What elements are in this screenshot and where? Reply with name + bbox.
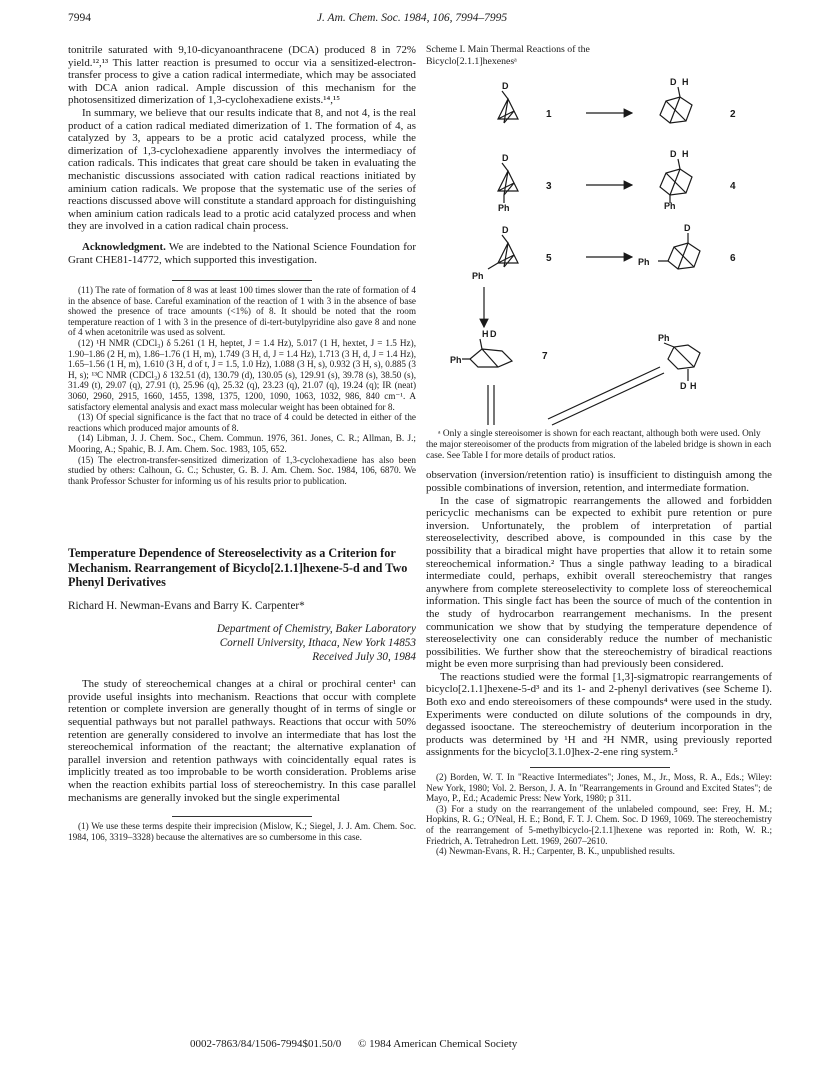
label-ph: Ph (450, 355, 462, 365)
footnotes-block (68, 821, 416, 842)
label-ph: Ph (638, 257, 650, 267)
label-h: H (690, 381, 697, 391)
body-paragraph: In the case of sigmatropic rearrangements the allowed and forbidden pericyclic mechanisms can be expected to exhibit pure retention or pure inversion. Unfortunately, the problem of interpretation of partial stereoselectivity, described above, is compounded in this case by the possibility that a biradical might have properties that allow it to retain some stereochemical information.² Thus a single pathway leading to a biradical intermediate could, perhaps, exhibit overall stereochemistry that ranges anywhere from complete stereoselectivity to complete loss of stereochemical information. This single fact has been the source of much of the contention in the study of hydrocarbon rearrangement mechanisms. In the present communication we show that by studying the temperature dependence of stereoselectivity one can considerably reduce the number of mechanistic possibilities. We further show that the stereochemistry of biradical reactions might be even more surprising than had previously been considered. (426, 494, 772, 671)
page-footer (190, 1038, 531, 1050)
compound-number: 5 (546, 253, 552, 264)
footnote: (12) ¹H NMR (CDCl₃) δ 5.261 (1 H, heptet, J = 1.4 Hz), 5.017 (1 H, hextet, J = 1.5 Hz), 1.90–1.86 (2 H, m), 1.86–1.76 (1 H, m), 1.749 (3 H, d, J = 1.4 Hz), 1.713 (3 H, d, J = 1.4 Hz), 1.65–1.56 (1 H, m), 1.610 (3 H, d of t, J = 1.5, 1.0 Hz), 1.088 (3 H, s), 0.932 (3 H, s), 0.885 (3 H, s); ¹³C NMR (CDCl₃) δ 132.51 (d), 130.79 (d), 130.05 (s), 129.91 (s), 39.78 (s), 38.50 (s), 31.49 (t), 29.07 (q), 27.91 (t), 25.96 (q), 25.32 (q), 23.23 (q), 21.07 (q), 19.24 (q); IR (neat) 3060, 2960, 2915, 1660, 1455, 1398, 1375, 1200, 1090, 1063, 1032, 986, 840 cm⁻¹. A satisfactory elemental analysis and exact mass molecular weight has been obtained for 8. (68, 338, 416, 412)
scheme-note-text: ᵃ Only a single stereoisomer is shown for each reactant, although both were used. Only the major stereoisomer of the products from migration of the labeled bridge is shown in each case. See Table I for more details of product ratios. (426, 429, 772, 461)
footnote: (1) We use these terms despite their imprecision (Mislow, K.; Siegel, J. J. Am. Chem. Soc. 1984, 106, 3319–3328) because the alternatives are so cumbersome in this case. (68, 821, 416, 842)
footnote: (11) The rate of formation of 8 was at least 100 times slower than the rate of formation of 4 in the absence of base. Careful examination of the reaction of 1 with 3 in the absence of base showed the presence of trace amounts (<1%) of 8. It should be noted that the room temperature reaction of 1 with 3 in the presence of di-tert-butylpyridine also gave 8 and none of 4 when acetonitrile was used as solvent. (68, 285, 416, 338)
footnotes-block (426, 772, 772, 857)
label-d: D (680, 381, 687, 391)
compound-number: 4 (730, 181, 736, 192)
label-d: D (502, 153, 509, 163)
footnote: (13) Of special significance is the fact that no trace of 4 could be detected in either of the reactions which produced major amounts of 8. (68, 412, 416, 433)
affiliation-department: Department of Chemistry, Baker Laboratory (216, 623, 416, 636)
structure-5 (488, 235, 518, 269)
acknowledgment (68, 241, 416, 266)
label-ph: Ph (658, 333, 670, 343)
footnote: (14) Libman, J. J. Chem. Soc., Chem. Commun. 1976, 361. Jones, C. R.; Allman, B. J.; Mooring, A.; Spahic, B. J. Am. Chem. Soc. 1983, 105, 652. (68, 433, 416, 454)
compound-number: 7 (542, 351, 548, 362)
footnote-divider (172, 816, 312, 817)
label-d: D (502, 225, 509, 235)
body-paragraph: In summary, we believe that our results indicate that 8, and not 4, is the real product of a cation radical mediated dimerization of 1. The formation of 4, as catalyzed by 3, appears to be a protic acid catalyzed process, while the dimerization of 1,3-cyclohexadiene apparently involves the intermediacy of cation radicals. This indicates that great care should be taken in evaluating the mechanistic discussions associated with cation radical reactions initiated by aminium cation radicals. We propose that the systematic use of the series of reactions discussed above will constitute a standard approach for distinguishing when aminium cation radicals lead to a protic acid catalyzed process and when they are involved in a cation radical chain process. (68, 106, 416, 233)
structure-3 (498, 163, 518, 203)
right-column (426, 44, 772, 857)
structure-4 (660, 159, 692, 203)
product-7 (664, 343, 700, 381)
label-ph: Ph (664, 201, 676, 211)
author-list: Richard H. Newman-Evans and Barry K. Carpenter* (68, 599, 305, 612)
affiliation-address: Cornell University, Ithaca, New York 14853 (219, 637, 416, 650)
footnote: (4) Newman-Evans, R. H.; Carpenter, B. K., unpublished results. (436, 846, 675, 857)
body-paragraph: observation (inversion/retention ratio) is insufficient to distinguish among the possible combinations of inversion, retention, and intermediate formation. (426, 469, 772, 494)
reaction-scheme (426, 67, 772, 429)
label-h: H (682, 149, 689, 159)
label-d: D (490, 329, 497, 339)
journal-citation: J. Am. Chem. Soc. 1984, 106, 7994–7995 (316, 12, 508, 24)
scheme-footnote (426, 429, 772, 461)
left-column (68, 44, 416, 842)
structure-2 (660, 87, 692, 123)
footnote-divider (172, 280, 312, 281)
label-h: H (482, 329, 489, 339)
compound-number: 6 (730, 253, 736, 264)
acknowledgment-text: We are indebted to the National Science Foundation for Grant CHE81-14772, which supported this investigation. (68, 240, 416, 266)
body-paragraph: tonitrile saturated with 9,10-dicyanoanthracene (DCA) produced 8 in 72% yield.¹²,¹³ This latter reaction is presumed to occur via a sensitized-electron-transfer process to give a cation radical intermediate, which may be associated with DCA anion radical. Ample discussion of this mechanism for the photosensitized dimerization of 1,3-cyclohexadiene exists.¹⁴,¹⁵ (68, 44, 416, 107)
label-d: D (684, 223, 691, 233)
structure-1 (498, 91, 518, 123)
footnote: (15) The electron-transfer-sensitized dimerization of 1,3-cyclohexadiene has also been studied by others: Calhoun, G. C.; Schuster, G. B. J. Am. Chem. Soc. 1984, 106, 6870. We thank Professor Schuster for informing us of his results prior to publication. (68, 454, 416, 486)
footnotes-block (68, 285, 416, 486)
label-ph: Ph (498, 203, 510, 213)
label-d: D (502, 81, 509, 91)
article-code: 0002-7863/84/1506-7994$01.50/0 (190, 1038, 342, 1050)
compound-number: 2 (730, 109, 736, 120)
page-number: 7994 (68, 12, 91, 24)
compound-number: 1 (546, 109, 552, 120)
compound-number: 3 (546, 181, 552, 192)
acknowledgment-label: Acknowledgment. (82, 240, 166, 253)
received-date: Received July 30, 1984 (312, 651, 416, 664)
equilibrium-arrow (552, 373, 664, 425)
label-d: D (670, 77, 677, 87)
footnote: (2) Borden, W. T. In "Reactive Intermediates"; Jones, M., Jr., Moss, R. A., Eds.; Wiley: New York, 1980; Vol. 2. Berson, J. A. In "Rearrangements in Ground and Excited States"; de Mayo, P., Ed.; Academic Press: New York, 1980; p 311. (426, 772, 772, 804)
scheme-title: Scheme I. Main Thermal Reactions of the Bicyclo[2.1.1]hexenesᵃ (426, 44, 590, 67)
footnote: (3) For a study on the rearrangement of the unlabeled compound, see: Frey, H. M.; Hopkins, R. G.; O'Neal, H. E.; Bond, F. T. J. Chem. Soc. D 1969, 1069. The stereochemistry of the rearrangement of 5-methylbicyclo-[2.1.1]hexene was reported in: Roth, W. R.; Friedrich, A. Tetrahedron Lett. 1969, 2607–2610. (426, 803, 772, 846)
label-ph: Ph (472, 271, 484, 281)
equilibrium-arrow (548, 367, 660, 419)
label-d: D (670, 149, 677, 159)
article-title: Temperature Dependence of Stereoselectivity as a Criterion for Mechanism. Rearrangement of Bicyclo[2.1.1]hexene-5-d and Two Phenyl Derivatives (68, 546, 408, 590)
body-paragraph: The study of stereochemical changes at a chiral or prochiral center¹ can provide useful insights into mechanism. Reactions that occur with complete retention or complete inversion are generally thought of in terms of single or sequential pathways but not parallel pathways. Reactions that occur with 50% retention are generally considered to involve an intermediate that has lost the stereochemical information of the reactant; the alternative explanation of parallel inversion and retention pathways with coincidentally equal rates is implicitly treated as too improbable to be worth consideration. Problems arise when the reaction exhibits partial loss of stereochemistry. In this case parallel mechanisms are generally invoked but the single experimental (68, 678, 416, 804)
copyright: © 1984 American Chemical Society (358, 1038, 518, 1050)
structure-7 (462, 339, 512, 367)
label-h: H (682, 77, 689, 87)
running-header (68, 12, 756, 28)
scheme-drawing (426, 67, 772, 429)
footnote-divider (530, 767, 670, 768)
structure-6 (658, 233, 700, 269)
body-paragraph: The reactions studied were the formal [1,3]-sigmatropic rearrangements of bicyclo[2.1.1]hexene-5-d³ and its 1- and 2-phenyl derivatives (see Scheme I). Both exo and endo stereoisomers of these compounds⁴ were used in the study. Experiments were conducted on dilute solutions of the compounds in dry, degassed isooctane. The stereochemistry of deuterium incorporation in the products was determined by ¹H and ²H NMR, using previously reported assignments for the bicyclo[3.1.0]hex-2-ene ring system.⁵ (426, 670, 772, 759)
